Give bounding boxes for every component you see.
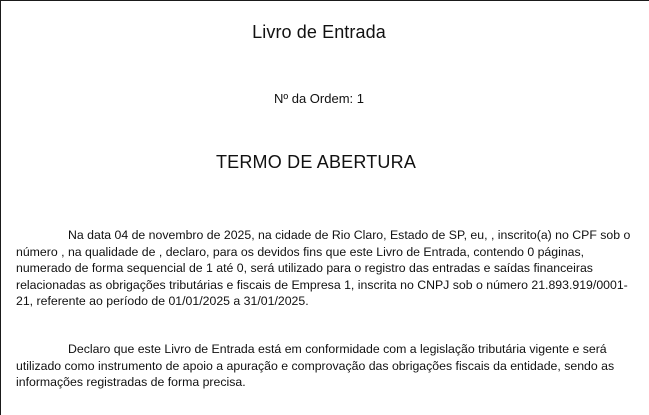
opening-paragraph-text: Na data 04 de novembro de 2025, na cidade de Rio Claro, Estado de SP, eu, , inscrito(a) no CPF sob o número , na qualidade de , declaro, para os devidos fins que este Livro de Entrada, contendo 0 páginas, numerado de forma sequencial de 1 até 0, será utilizado para o registro das entradas e saídas financeiras relacionadas as obrigações tributárias e fiscais de Empresa 1, inscrita no CNPJ sob o número 21.893.919/0001-21, referente ao período de 01/01/2025 a 31/01/2025. [16, 228, 631, 309]
document-title: Livro de Entrada [252, 22, 386, 42]
declaration-paragraph [16, 341, 641, 391]
section-heading: TERMO DE ABERTURA [215, 152, 417, 172]
declaration-paragraph-text: Declaro que este Livro de Entrada está em conformidade com a legislação tributária vigente e será utilizado como instrumento de apoio a apuração e comprovação das obrigações fiscais da entidade, sendo as informações registradas de forma precisa. [16, 342, 615, 390]
opening-paragraph [16, 227, 641, 310]
order-number: Nº da Ordem: 1 [273, 91, 364, 106]
